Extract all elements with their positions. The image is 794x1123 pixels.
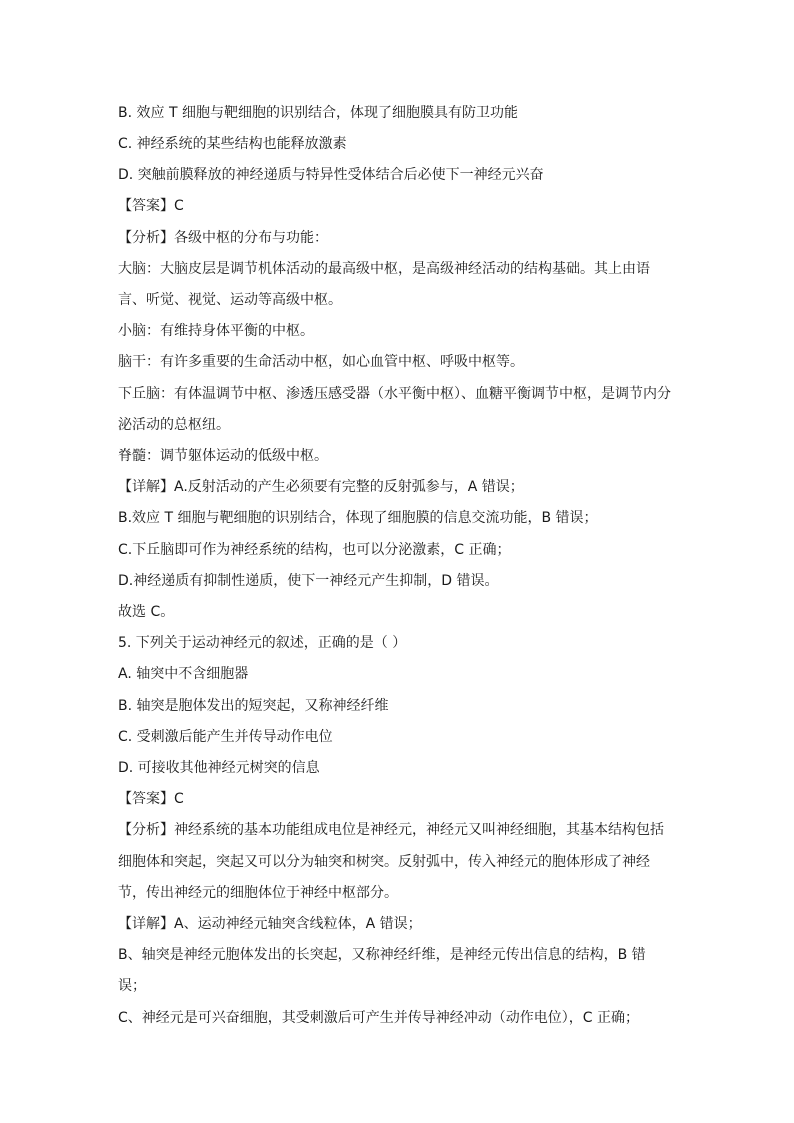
explanation-text: D.神经递质有抑制性递质，使下一神经元产生抑制，D 错误。 <box>118 573 499 589</box>
option-b-line: B. 效应 T 细胞与靶细胞的识别结合，体现了细胞膜具有防卫功能 <box>118 105 518 121</box>
q5-answer-line: 【答案】C <box>118 791 184 807</box>
q5-explanation-text: 误； <box>118 978 146 994</box>
q5-analysis-text: 【分析】神经系统的基本功能组成电位是神经元，神经元又叫神经细胞，其基本结构包括 <box>118 822 664 838</box>
analysis-text: 下丘脑：有体温调节中枢、渗透压感受器（水平衡中枢）、血糖平衡调节中枢，是调节内分 <box>118 386 671 402</box>
question-5: 5. 下列关于运动神经元的叙述，正确的是（ ） <box>118 635 407 651</box>
explanation-heading: 【详解】A.反射活动的产生必须要有完整的反射弧参与，A 错误； <box>118 479 524 495</box>
explanation-text: C.下丘脑即可作为神经系统的结构，也可以分泌激素，C 正确； <box>118 542 511 558</box>
q5-option-a: A. 轴突中不含细胞器 <box>118 666 249 682</box>
analysis-text: 脊髓：调节躯体运动的低级中枢。 <box>118 448 328 464</box>
q5-analysis-text: 细胞体和突起，突起又可以分为轴突和树突。反射弧中，传入神经元的胞体形成了神经 <box>118 854 650 870</box>
q5-explanation-text: B、轴突是神经元胞体发出的长突起，又称神经纤维，是神经元传出信息的结构，B 错 <box>118 947 646 963</box>
answer-line: 【答案】C <box>118 198 184 214</box>
q5-explanation-text: 【详解】A、运动神经元轴突含线粒体，A 错误； <box>118 916 422 932</box>
analysis-text: 小脑：有维持身体平衡的中枢。 <box>118 323 314 339</box>
choice-line: 故选 C。 <box>118 604 175 620</box>
analysis-text: 言、听觉、视觉、运动等高级中枢。 <box>118 292 342 308</box>
q5-explanation-text: C、神经元是可兴奋细胞，其受刺激后可产生并传导神经冲动（动作电位），C 正确； <box>118 1010 639 1026</box>
option-c-line: C. 神经系统的某些结构也能释放激素 <box>118 136 347 152</box>
analysis-text: 脑干：有许多重要的生命活动中枢，如心血管中枢、呼吸中枢等。 <box>118 354 524 370</box>
analysis-heading: 【分析】各级中枢的分布与功能： <box>118 230 328 246</box>
analysis-text: 泌活动的总枢纽。 <box>118 417 230 433</box>
analysis-text: 大脑：大脑皮层是调节机体活动的最高级中枢，是高级神经活动的结构基础。其上由语 <box>118 261 650 277</box>
option-d-line: D. 突触前膜释放的神经递质与特异性受体结合后必使下一神经元兴奋 <box>118 167 544 183</box>
q5-option-d: D. 可接收其他神经元树突的信息 <box>118 760 320 776</box>
q5-analysis-text: 节，传出神经元的细胞体位于神经中枢部分。 <box>118 885 398 901</box>
explanation-text: B.效应 T 细胞与靶细胞的识别结合，体现了细胞膜的信息交流功能，B 错误； <box>118 510 598 526</box>
q5-option-c: C. 受刺激后能产生并传导动作电位 <box>118 729 333 745</box>
q5-option-b: B. 轴突是胞体发出的短突起，又称神经纤维 <box>118 698 389 714</box>
